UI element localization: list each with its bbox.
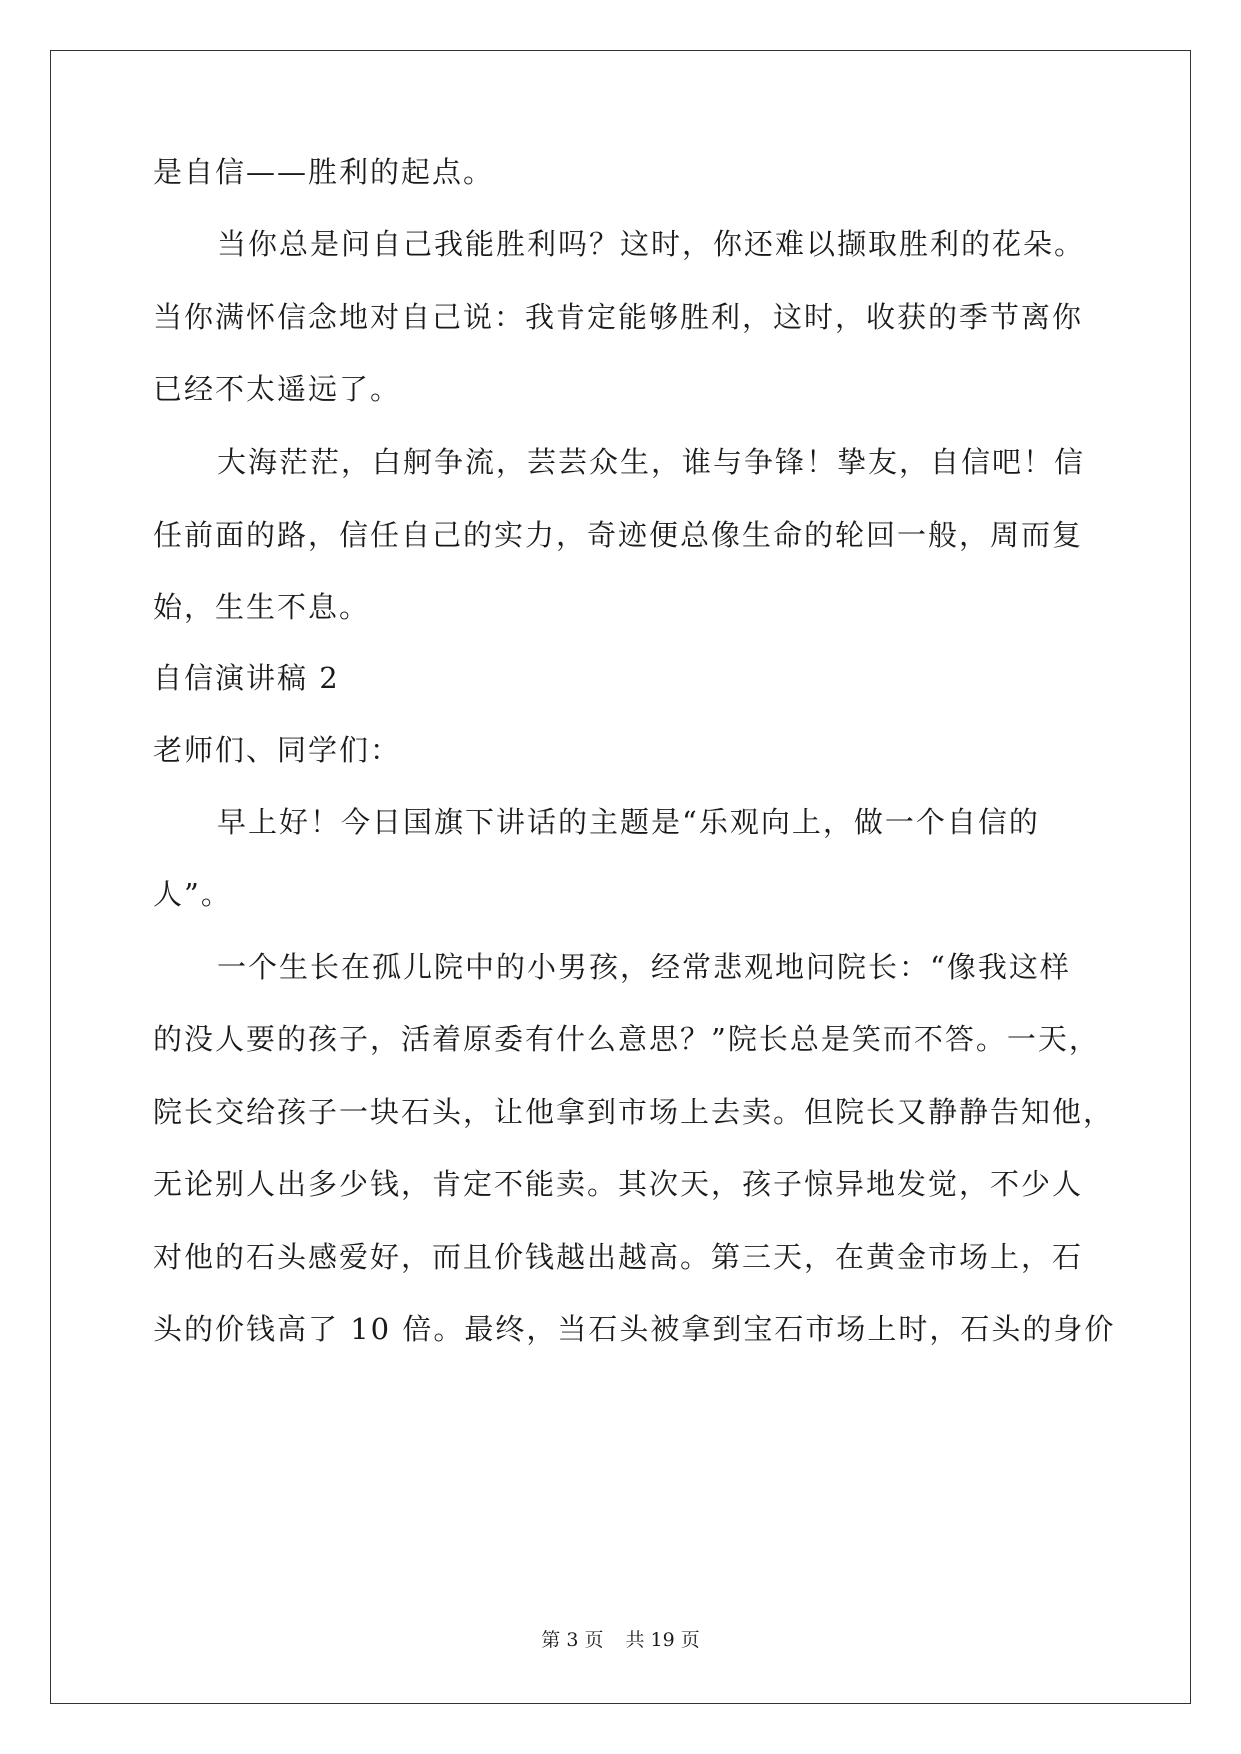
- page-total: 共 19 页: [625, 1629, 700, 1651]
- text-line-12: 一个生长在孤儿院中的小男孩，经常悲观地问院长：“像我这样: [217, 950, 1071, 984]
- text-line-6: 任前面的路，信任自己的实力，奇迹便总像生命的轮回一般，周而复: [153, 518, 1084, 552]
- text-line-11: 人”。: [153, 877, 232, 911]
- text-line-15: 无论别人出多少钱，肯定不能卖。其次天，孩子惊异地发觉，不少人: [153, 1167, 1084, 1201]
- text-line-5: 大海茫茫，白舸争流，芸芸众生，谁与争锋！挚友，自信吧！信: [217, 445, 1086, 479]
- text-line-10: 早上好！今日国旗下讲话的主题是“乐观向上，做一个自信的: [217, 805, 1040, 839]
- text-line-16: 对他的石头感爱好，而且价钱越出越高。第三天，在黄金市场上，石: [153, 1240, 1084, 1274]
- text-line-3: 当你满怀信念地对自己说：我肯定能够胜利，这时，收获的季节离你: [153, 300, 1084, 334]
- text-line-17: 头的价钱高了 10 倍。最终，当石头被拿到宝石市场上时，石头的身价: [153, 1312, 1116, 1346]
- text-line-7: 始，生生不息。: [153, 590, 371, 624]
- page-number: 第 3 页: [541, 1629, 604, 1651]
- page-footer: [0, 1628, 1241, 1652]
- text-line-1: 是自信——胜利的起点。: [153, 155, 495, 189]
- text-line-4: 已经不太遥远了。: [153, 372, 402, 406]
- salutation: 老师们、同学们：: [153, 733, 402, 767]
- text-line-2: 当你总是问自己我能胜利吗？这时，你还难以撷取胜利的花朵。: [217, 227, 1086, 261]
- text-line-14: 院长交给孩子一块石头，让他拿到市场上去卖。但院长又静静告知他，: [153, 1095, 1115, 1129]
- section-heading: 自信演讲稿 2: [153, 661, 340, 695]
- text-line-13: 的没人要的孩子，活着原委有什么意思？”院长总是笑而不答。一天，: [153, 1022, 1100, 1056]
